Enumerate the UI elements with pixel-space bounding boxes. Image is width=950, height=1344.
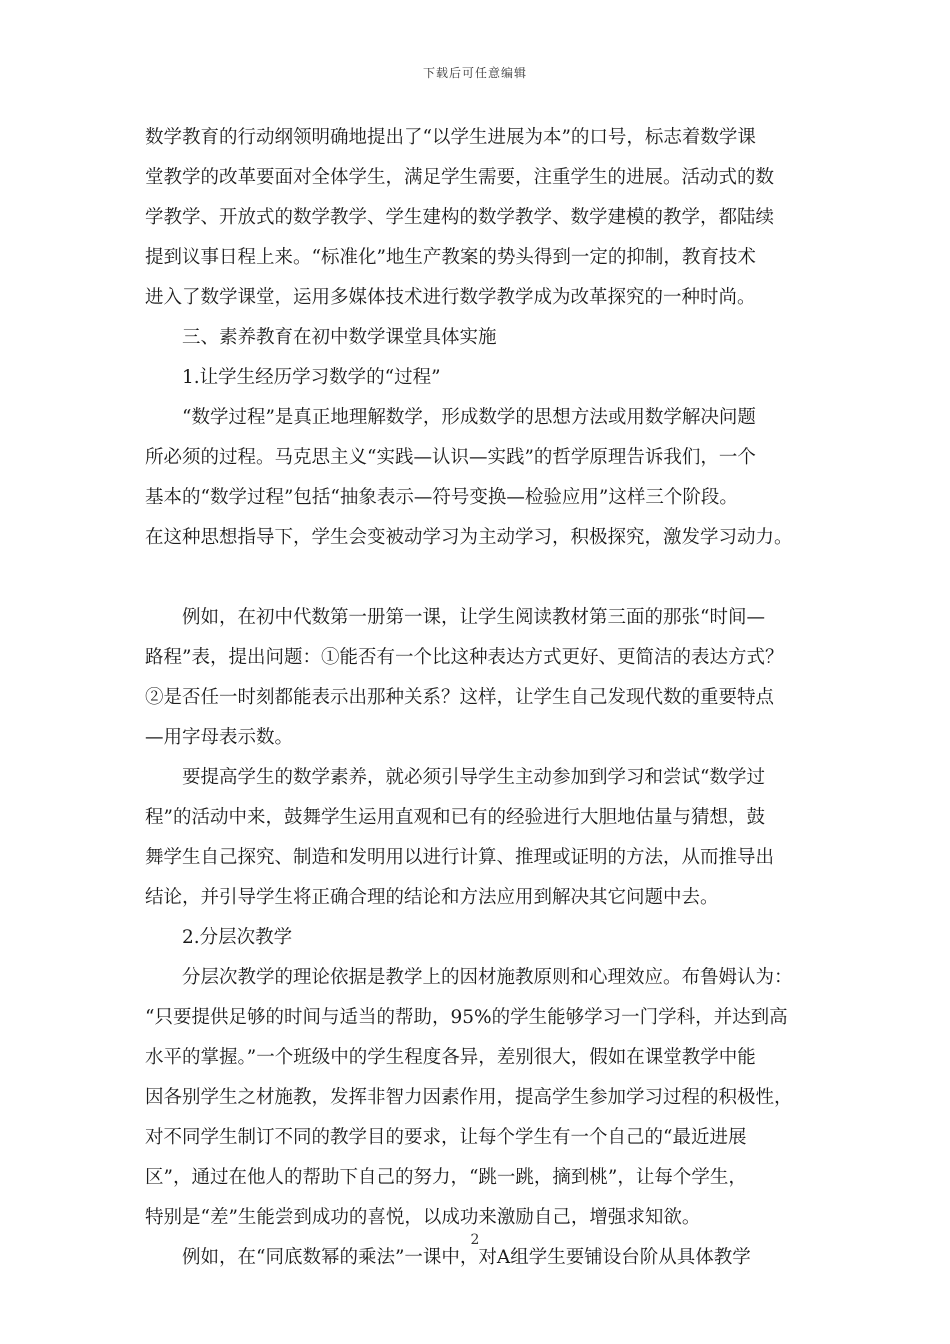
- text-line: 进入了数学课堂，运用多媒体技术进行数学教学成为改革探究的一种时尚。: [145, 287, 756, 308]
- paragraph-gap: [145, 558, 809, 598]
- text-line: 区”，通过在他人的帮助下自己的努力，“跳一跳，摘到桃”，让每个学生，: [145, 1167, 747, 1188]
- text-line: 结论，并引导学生将正确合理的结论和方法应用到解决其它问题中去。: [145, 887, 719, 908]
- text-line: “数学过程”是真正地理解数学，形成数学的思想方法或用数学解决问题: [182, 407, 756, 428]
- text-line: “只要提供足够的时间与适当的帮助，95%的学生能够学习一门学科，并达到高: [145, 1007, 788, 1028]
- text-line: 提到议事日程上来。“标准化”地生产教案的势头得到一定的抑制，教育技术: [145, 247, 756, 268]
- text-line: 程”的活动中来，鼓舞学生运用直观和已有的经验进行大胆地估量与猜想，鼓: [145, 807, 765, 828]
- text-line: 数学教育的行动纲领明确地提出了“以学生进展为本”的口号，标志着数学课: [145, 127, 756, 148]
- text-line: 特别是“差”生能尝到成功的喜悦，以成功来激励自己，增强求知欲。: [145, 1207, 701, 1228]
- text-line: 水平的掌握。”一个班级中的学生程度各异，差别很大，假如在课堂教学中能: [145, 1047, 756, 1068]
- text-line: 2.分层次教学: [182, 927, 293, 948]
- text-line: 三、素养教育在初中数学课堂具体实施: [182, 327, 497, 348]
- text-line: 例如，在“同底数幂的乘法”一课中，对A组学生要铺设台阶从具体教学: [182, 1247, 751, 1268]
- text-line: 堂教学的改革要面对全体学生，满足学生需要，注重学生的进展。活动式的数: [145, 167, 775, 188]
- document-body: [145, 118, 809, 1278]
- page-number: 2: [470, 1232, 480, 1248]
- text-line: 因各别学生之材施教，发挥非智力因素作用，提高学生参加学习过程的积极性，: [145, 1087, 793, 1108]
- text-line: ②是否任一时刻都能表示出那种关系？这样，让学生自己发现代数的重要特点: [145, 687, 775, 708]
- text-line: 路程”表，提出问题：①能否有一个比这种表达方式更好、更简洁的表达方式？: [145, 647, 784, 668]
- text-line: 舞学生自己探究、制造和发明用以进行计算、推理或证明的方法，从而推导出: [145, 847, 775, 868]
- text-line: 所必须的过程。马克思主义“实践—认识—实践”的哲学原理告诉我们，一个: [145, 447, 756, 468]
- text-line: 1.让学生经历学习数学的“过程”: [182, 367, 441, 388]
- text-line: 例如，在初中代数第一册第一课，让学生阅读教材第三面的那张“时间—: [182, 607, 765, 628]
- text-line: 基本的“数学过程”包括“抽象表示—符号变换—检验应用”这样三个阶段。: [145, 487, 738, 508]
- text-line: 分层次教学的理论依据是教学上的因材施教原则和心理效应。布鲁姆认为：: [182, 967, 793, 988]
- text-line: 学教学、开放式的数学教学、学生建构的数学教学、数学建模的教学，都陆续: [145, 207, 775, 228]
- text-line: 对不同学生制订不同的教学目的要求，让每个学生有一个自己的“最近进展: [145, 1127, 747, 1148]
- text-line: 在这种思想指导下，学生会变被动学习为主动学习，积极探究，激发学习动力。: [145, 527, 793, 548]
- text-line: 要提高学生的数学素养，就必须引导学生主动参加到学习和尝试“数学过: [182, 767, 765, 788]
- page-header: 下载后可任意编辑: [422, 66, 527, 80]
- text-line: —用字母表示数。: [145, 727, 294, 748]
